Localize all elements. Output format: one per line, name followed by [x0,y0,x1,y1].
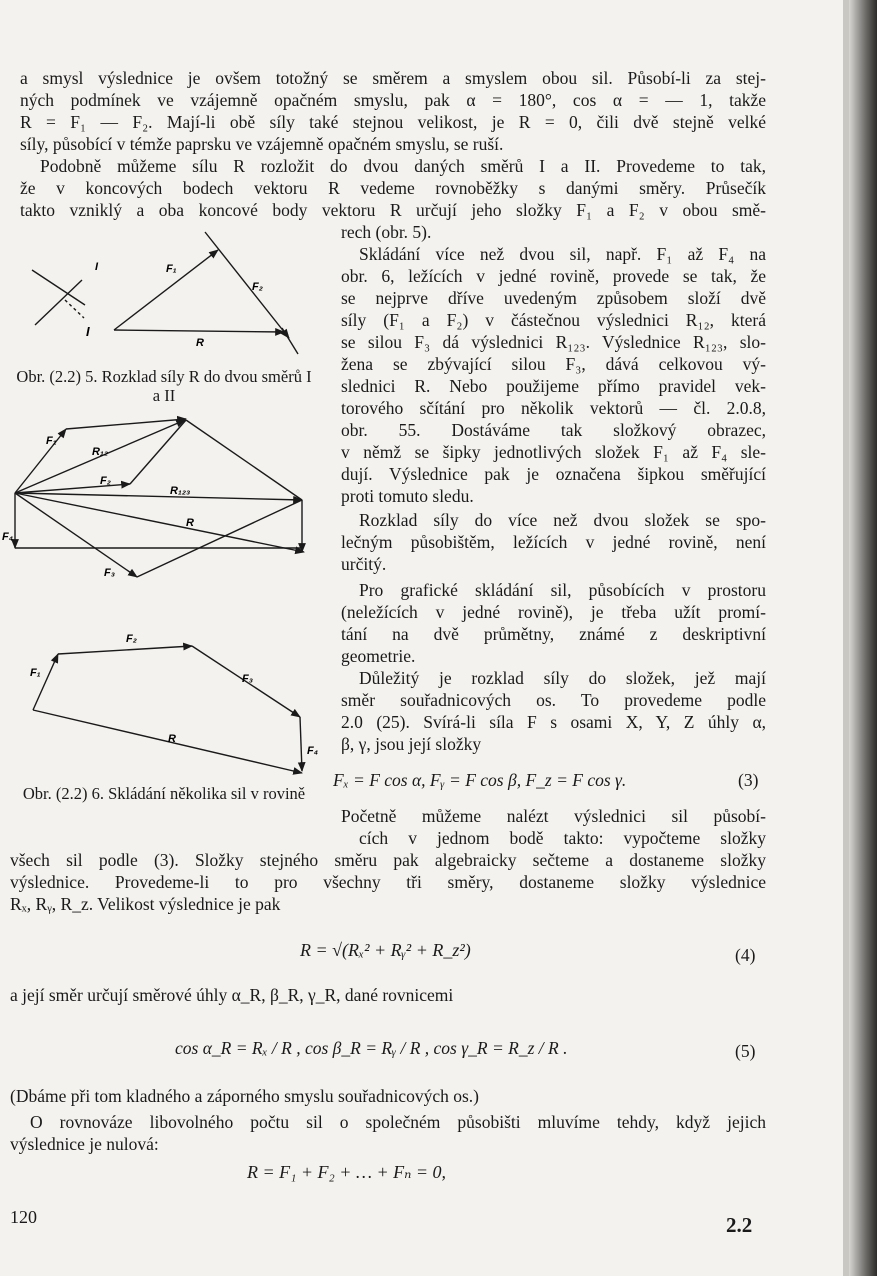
line-R12-to-F3 [130,420,186,484]
label-F4-fig6: F₄ [2,531,14,543]
text-line-38: (Dbáme při tom kladného a záporného smyslu souřadnicových os.) [10,1086,479,1106]
label-F1-fig5: F₁ [166,263,177,275]
text-line-24: Pro grafické skládání sil, působících v prostoru [359,580,766,600]
direction-I-line [32,270,85,305]
text-line-20: proti tomuto sledu. [341,486,474,506]
equation-equilibrium: R = F₁ + F₂ + … + Fₙ = 0, [247,1162,447,1182]
text-line-34: všech sil podle (3). Složky stejného směru pak algebraicky sečteme a dostaneme složky [10,850,766,870]
text-line-21: Rozklad síly do více než dvou složek se spo- [359,510,766,530]
text-line-31: β, γ, jsou její složky [341,734,482,754]
text-line-2: ných podmínek ve vzájemně opačném smyslu, pak α = 180°, cos α = — 1, takže [20,90,766,110]
label-I: I [86,324,90,339]
text-line-6: že v koncových bodech vektoru R vedeme rovnoběžky s danými směry. Průsečík [20,178,766,198]
label-F3-poly: F₃ [242,673,253,685]
label-F2-fig6: F₂ [100,475,111,487]
label-II: I [95,261,99,273]
vector-R123 [15,493,302,500]
text-line-10: obr. 6, ležících v jedné rovině, provede se tak, že [341,266,766,286]
text-line-7: takto vzniklý a oba koncové body vektoru R určují jeho složky F₁ a F₂ v obou smě- [20,200,766,220]
text-line-4: síly, působící v témže paprsku ve vzájemně opačném smyslu, se ruší. [20,134,504,154]
label-R123: R₁₂₃ [170,485,191,497]
vector-F2-fig5 [205,232,289,338]
text-line-25: (neležících v jedné rovině), je třeba užít promí- [341,602,766,622]
text-line-37: a její směr určují směrové úhly α_R, β_R, γ_R, dané rovnicemi [10,985,454,1005]
text-line-27: geometrie. [341,646,416,666]
text-line-18: v němž se šipky jednotlivých složek F₁ až F₄ sle- [341,442,766,462]
label-R-poly: R [168,733,176,745]
vector-R-fig5 [114,330,284,332]
figure-5-caption: Obr. (2.2) 5. Rozklad síly R do dvou směrů I a II [16,367,312,405]
text-line-1: a smysl výslednice je ovšem totožný se směrem a smyslem obou sil. Působí-li za stej- [20,68,766,88]
equation-4: R = √(Rₓ² + Rᵧ² + R_z²) [300,940,471,960]
line-F3-top [186,420,302,500]
polygon-F2 [58,646,192,654]
text-line-29: směr souřadnicových os. To provedeme podle [341,690,766,710]
figure-6-caption: Obr. (2.2) 6. Skládání několika sil v rovině [22,784,306,803]
text-line-28: Důležitý je rozklad síly do složek, jež mají [359,668,766,688]
text-line-19: dují. Výslednice pak je označena šipkou směřující [341,464,766,484]
label-R12: R₁₂ [92,446,109,458]
text-line-12: síly (F₁ a F₂) v částečnou výslednici R₁₂, která [341,310,766,330]
text-line-33: cích v jednom bodě takto: vypočteme složky [359,828,766,848]
equation-5: cos α_R = Rₓ / R , cos β_R = Rᵧ / R , cos γ_R = R_z / R . [175,1038,568,1058]
text-line-3: R = F₁ — F₂. Mají-li obě síly také stejnou velikost, je R = 0, čili dvě stejně velké [20,112,766,132]
text-line-22: lečným působištěm, ležících v jedné rovině, není [341,532,766,552]
equation-5-number: (5) [735,1041,756,1061]
label-F2-fig5: F₂ [252,281,263,293]
line-F3-bottom [137,500,302,577]
label-R-fig5: R [196,337,204,349]
text-line-30: 2.0 (25). Svírá-li síla F s osami X, Y, Z úhly α, [341,712,766,732]
label-F4-poly: F₄ [307,745,319,757]
text-line-23: určitý. [341,554,387,574]
vector-F1-fig6 [15,429,66,493]
equation-3-number: (3) [738,770,759,790]
text-line-16: torového sčítání pro několik vektorů — čl. 2.0.8, [341,398,766,418]
text-line-9: Skládání více než dvou sil, např. F₁ až F₄ na [359,244,766,264]
label-R-fig6: R [186,517,194,529]
section-number: 2.2 [726,1213,753,1237]
polygon-F1 [33,654,58,710]
text-line-17: obr. 55. Dostáváme tak složkový obrazec, [341,420,766,440]
equation-4-number: (4) [735,945,756,965]
equation-3: Fₓ = F cos α, Fᵧ = F cos β, F_z = F cos γ. [333,770,627,790]
text-line-35: výslednice. Provedeme-li to pro všechny tři směry, dostaneme složky výslednice [10,872,766,892]
text-line-36: Rₓ, Rᵧ, R_z. Velikost výslednice je pak [10,894,281,914]
text-line-15: slednici R. Nebo použijeme přímo pravidel vek- [341,376,766,396]
label-F1-poly: F₁ [30,667,41,679]
text-line-11: se nejprve dříve uvedeným způsobem složí dvě [341,288,766,308]
text-line-8: rech (obr. 5). [341,222,432,242]
text-line-39: O rovnováze libovolného počtu sil o společném působišti mluvíme tehdy, když jejich [30,1112,766,1132]
polygon-F4 [300,717,302,771]
text-line-32: Početně můžeme nalézt výslednici sil působí- [341,806,766,826]
label-F1-fig6: F₁ [46,435,57,447]
text-line-40: výslednice je nulová: [10,1134,159,1154]
text-line-5: Podobně můžeme sílu R rozložit do dvou daných směrů I a II. Provedeme to tak, [40,156,766,176]
text-line-26: tání na dvě průmětny, známé z deskriptivní [341,624,766,644]
label-F2-poly: F₂ [126,633,137,645]
text-line-13: se silou F₃ dá výslednici R₁₂₃. Výslednice R₁₂₃, slo- [341,332,766,352]
text-line-14: žena se zbývající silou F₃, dává celkovou vý- [341,354,766,374]
vector-F1-fig5 [114,250,218,330]
page-number: 120 [10,1207,37,1227]
extension-line [282,328,298,354]
label-F3-fig6: F₃ [104,567,115,579]
